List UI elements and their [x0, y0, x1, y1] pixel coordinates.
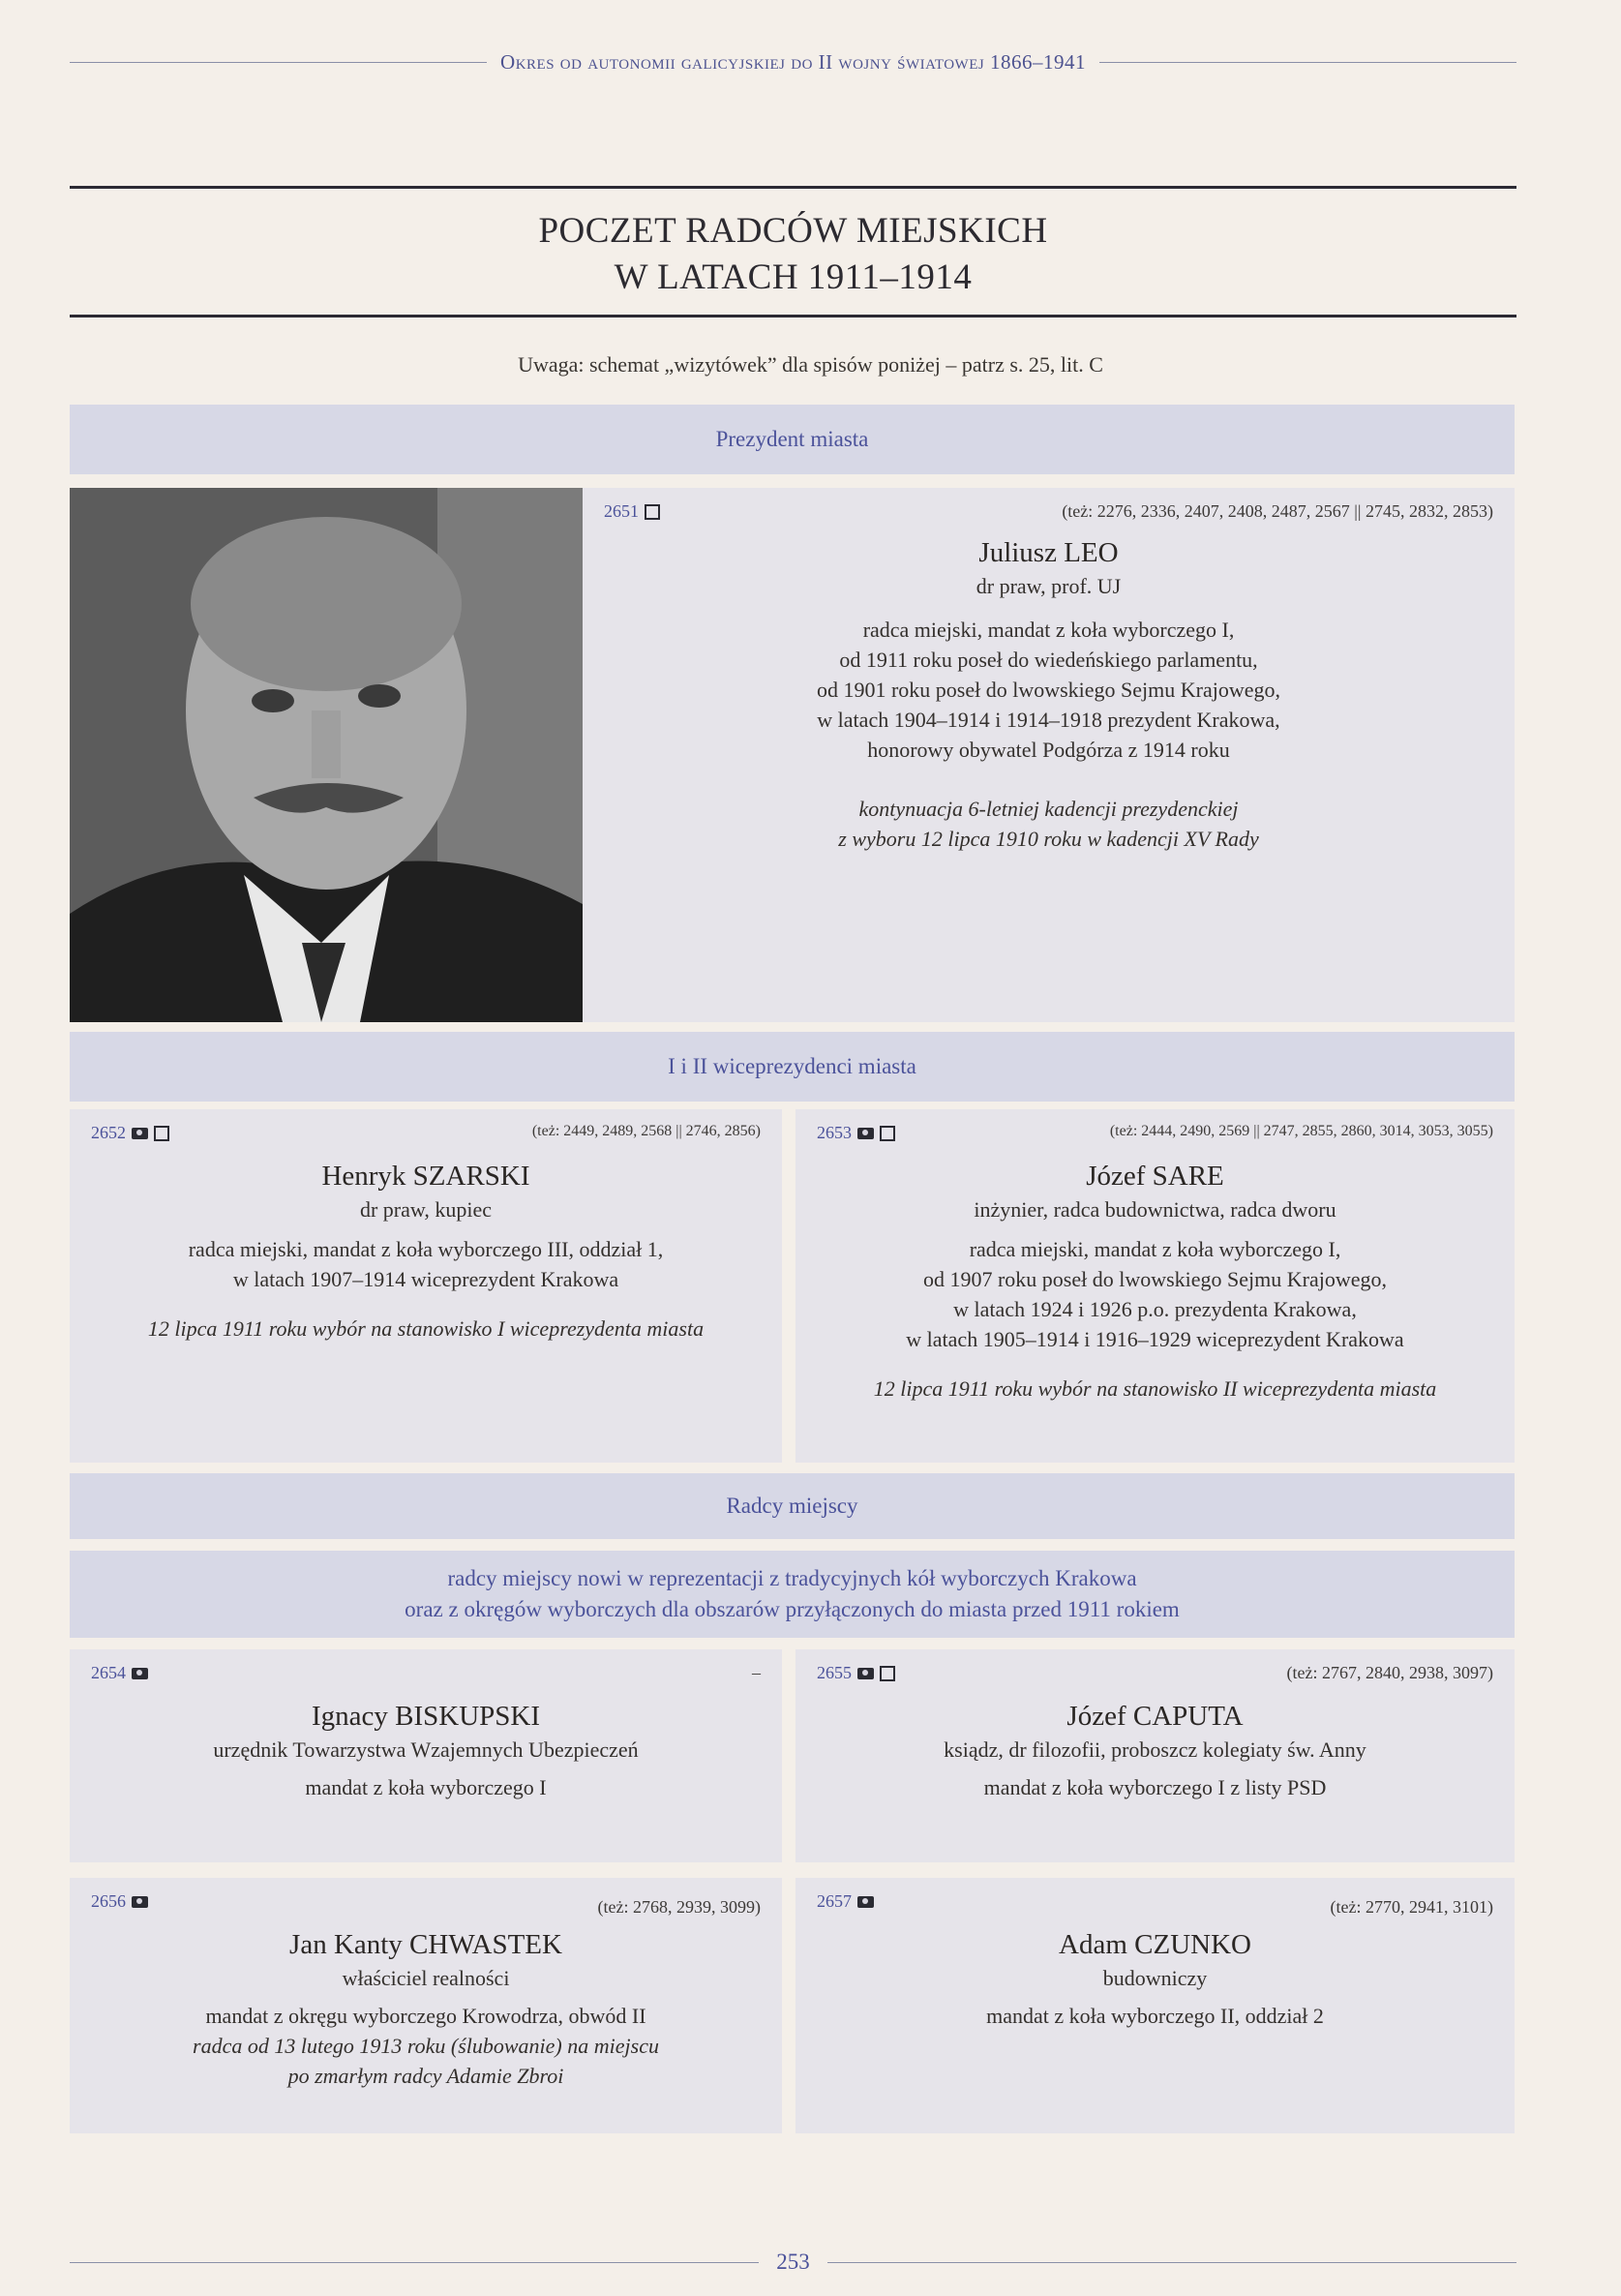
card-number — [604, 501, 660, 522]
bio-line: w latach 1924 i 1926 p.o. prezydenta Krakowa, — [953, 1297, 1357, 1321]
bio-line: mandat z koła wyborczego I z listy PSD — [983, 1775, 1327, 1799]
person-name: Henryk SZARSKI — [321, 1161, 530, 1192]
schema-note: Uwaga: schemat „wizytówek” dla spisów poniżej – patrz s. 25, lit. C — [518, 352, 1103, 377]
camera-icon — [857, 1896, 874, 1908]
page-number: 253 — [776, 2250, 810, 2274]
section-vice-label: I i II wiceprezydenci miasta — [668, 1054, 916, 1078]
section-president-label: Prezydent miasta — [715, 427, 869, 451]
person-title: dr praw, kupiec — [359, 1197, 493, 1222]
person-title: dr praw, prof. UJ — [976, 574, 1122, 598]
cross-references: (też: 2449, 2489, 2568 || 2746, 2856) — [531, 1123, 761, 1139]
cross-references: (też: 2768, 2939, 3099) — [597, 1897, 761, 1917]
card-number — [91, 1123, 169, 1143]
cross-references: (też: 2767, 2840, 2938, 3097) — [1286, 1663, 1493, 1682]
person-name: Jan Kanty CHWASTEK — [289, 1929, 562, 1960]
person-name: Adam CZUNKO — [1059, 1929, 1251, 1960]
portrait-photo — [70, 488, 583, 1022]
bio-line: radca miejski, mandat z koła wyborczego I, — [862, 618, 1235, 642]
card-number — [91, 1663, 148, 1683]
portrait-illustration — [70, 488, 583, 1022]
camera-icon — [132, 1896, 148, 1908]
bio-line: w latach 1905–1914 i 1916–1929 wiceprezydent Krakowa — [906, 1327, 1404, 1351]
cross-references: (też: 2276, 2336, 2407, 2408, 2487, 2567 || 2745, 2832, 2853) — [1062, 501, 1493, 521]
running-head — [70, 50, 1516, 75]
card-body — [583, 534, 1515, 854]
entry-number: 2656 — [91, 1891, 126, 1911]
person-title: urzędnik Towarzystwa Wzajemnych Ubezpieczeń — [213, 1737, 639, 1762]
entry-number: 2657 — [817, 1891, 852, 1911]
note-line: 12 lipca 1911 roku wybór na stanowisko II wiceprezydenta miasta — [873, 1376, 1437, 1401]
bio-line: od 1907 roku poseł do lwowskiego Sejmu Krajowego, — [922, 1267, 1388, 1291]
page-footer — [70, 2250, 1516, 2275]
camera-icon — [857, 1128, 874, 1139]
cross-references: – — [752, 1663, 761, 1682]
bio-line: od 1901 roku poseł do lwowskiego Sejmu Krajowego, — [816, 678, 1281, 702]
bio-line: od 1911 roku poseł do wiedeńskiego parlamentu, — [839, 648, 1258, 672]
title-line-1: POCZET RADCÓW MIEJSKICH — [538, 211, 1048, 251]
camera-icon — [132, 1128, 148, 1139]
person-title: ksiądz, dr filozofii, proboszcz kolegiaty św. Anny — [944, 1737, 1366, 1762]
square-icon — [880, 1126, 895, 1141]
bio-line: radca miejski, mandat z koła wyborczego III, oddział 1, — [188, 1237, 664, 1261]
section-president — [70, 405, 1515, 474]
section-councillors — [70, 1473, 1515, 1539]
title-line-2: W LATACH 1911–1914 — [614, 257, 973, 297]
card-body — [795, 1698, 1515, 1802]
card-2653 — [795, 1109, 1515, 1463]
entry-number: 2652 — [91, 1123, 126, 1142]
card-number — [817, 1123, 895, 1143]
card-2654 — [70, 1649, 782, 1862]
note-line: 12 lipca 1911 roku wybór na stanowisko I wiceprezydenta miasta — [147, 1316, 705, 1341]
section-vice-presidents — [70, 1032, 1515, 1102]
entry-number: 2654 — [91, 1663, 126, 1682]
note-line: radca od 13 lutego 1913 roku (ślubowanie) na miejscu — [193, 2034, 659, 2058]
person-title: inżynier, radca budownictwa, radca dworu — [974, 1197, 1336, 1222]
card-2651 — [583, 488, 1515, 1022]
person-name: Juliusz LEO — [978, 537, 1119, 568]
card-2652 — [70, 1109, 782, 1463]
running-head-text: Okres od autonomii galicyjskiej do II wojny światowej 1866–1941 — [500, 50, 1086, 74]
cross-references: (też: 2444, 2490, 2569 || 2747, 2855, 2860, 3014, 3053, 3055) — [1109, 1123, 1493, 1139]
camera-icon — [857, 1668, 874, 1679]
running-head-rule-left — [70, 62, 487, 63]
footer-rule-left — [70, 2262, 759, 2263]
section-new-councillors — [70, 1551, 1515, 1638]
card-number — [91, 1891, 148, 1912]
title-rule-bottom — [70, 315, 1516, 317]
square-icon — [154, 1126, 169, 1141]
person-name: Józef SARE — [1086, 1161, 1224, 1192]
card-2657 — [795, 1878, 1515, 2133]
card-body — [795, 1926, 1515, 2031]
square-icon — [880, 1666, 895, 1681]
title-block — [70, 186, 1516, 317]
bio-line: mandat z koła wyborczego II, oddział 2 — [986, 2004, 1324, 2028]
title-rule-top — [70, 186, 1516, 189]
footer-rule-right — [827, 2262, 1516, 2263]
card-2655 — [795, 1649, 1515, 1862]
card-body — [795, 1158, 1515, 1404]
card-number — [817, 1891, 874, 1912]
card-number — [817, 1663, 895, 1683]
card-body — [70, 1926, 782, 2091]
bio-line: w latach 1904–1914 i 1914–1918 prezydent Krakowa, — [817, 708, 1280, 732]
bio-line: radca miejski, mandat z koła wyborczego I, — [969, 1237, 1341, 1261]
card-2656 — [70, 1878, 782, 2133]
cross-references: (też: 2770, 2941, 3101) — [1330, 1897, 1493, 1917]
entry-number: 2655 — [817, 1663, 852, 1682]
section-councillors-label: Radcy miejscy — [726, 1494, 858, 1518]
bio-line: mandat z okręgu wyborczego Krowodrza, obwód II — [205, 2004, 646, 2028]
card-body — [70, 1158, 782, 1344]
square-icon — [645, 504, 660, 520]
bio-line: honorowy obywatel Podgórza z 1914 roku — [867, 738, 1230, 762]
entry-number: 2653 — [817, 1123, 852, 1142]
person-title: właściciel realności — [342, 1966, 510, 1990]
person-name: Józef CAPUTA — [1066, 1701, 1244, 1732]
page-title — [70, 208, 1516, 301]
entry-number: 2651 — [604, 501, 639, 521]
running-head-rule-right — [1099, 62, 1516, 63]
note-line: z wyboru 12 lipca 1910 roku w kadencji XV Rady — [838, 827, 1259, 851]
card-body — [70, 1698, 782, 1802]
section-sub-line-2: oraz z okręgów wyborczych dla obszarów przyłączonych do miasta przed 1911 rokiem — [405, 1597, 1180, 1621]
bio-line: w latach 1907–1914 wiceprezydent Krakowa — [232, 1267, 619, 1291]
note-line: po zmarłym radcy Adamie Zbroi — [287, 2064, 564, 2088]
person-name: Ignacy BISKUPSKI — [311, 1701, 541, 1732]
person-title: budowniczy — [1102, 1966, 1208, 1990]
note-line: kontynuacja 6-letniej kadencji prezydenckiej — [858, 797, 1239, 821]
section-sub-line-1: radcy miejscy nowi w reprezentacji z tradycyjnych kół wyborczych Krakowa — [447, 1566, 1137, 1590]
camera-icon — [132, 1668, 148, 1679]
bio-line: mandat z koła wyborczego I — [305, 1775, 547, 1799]
